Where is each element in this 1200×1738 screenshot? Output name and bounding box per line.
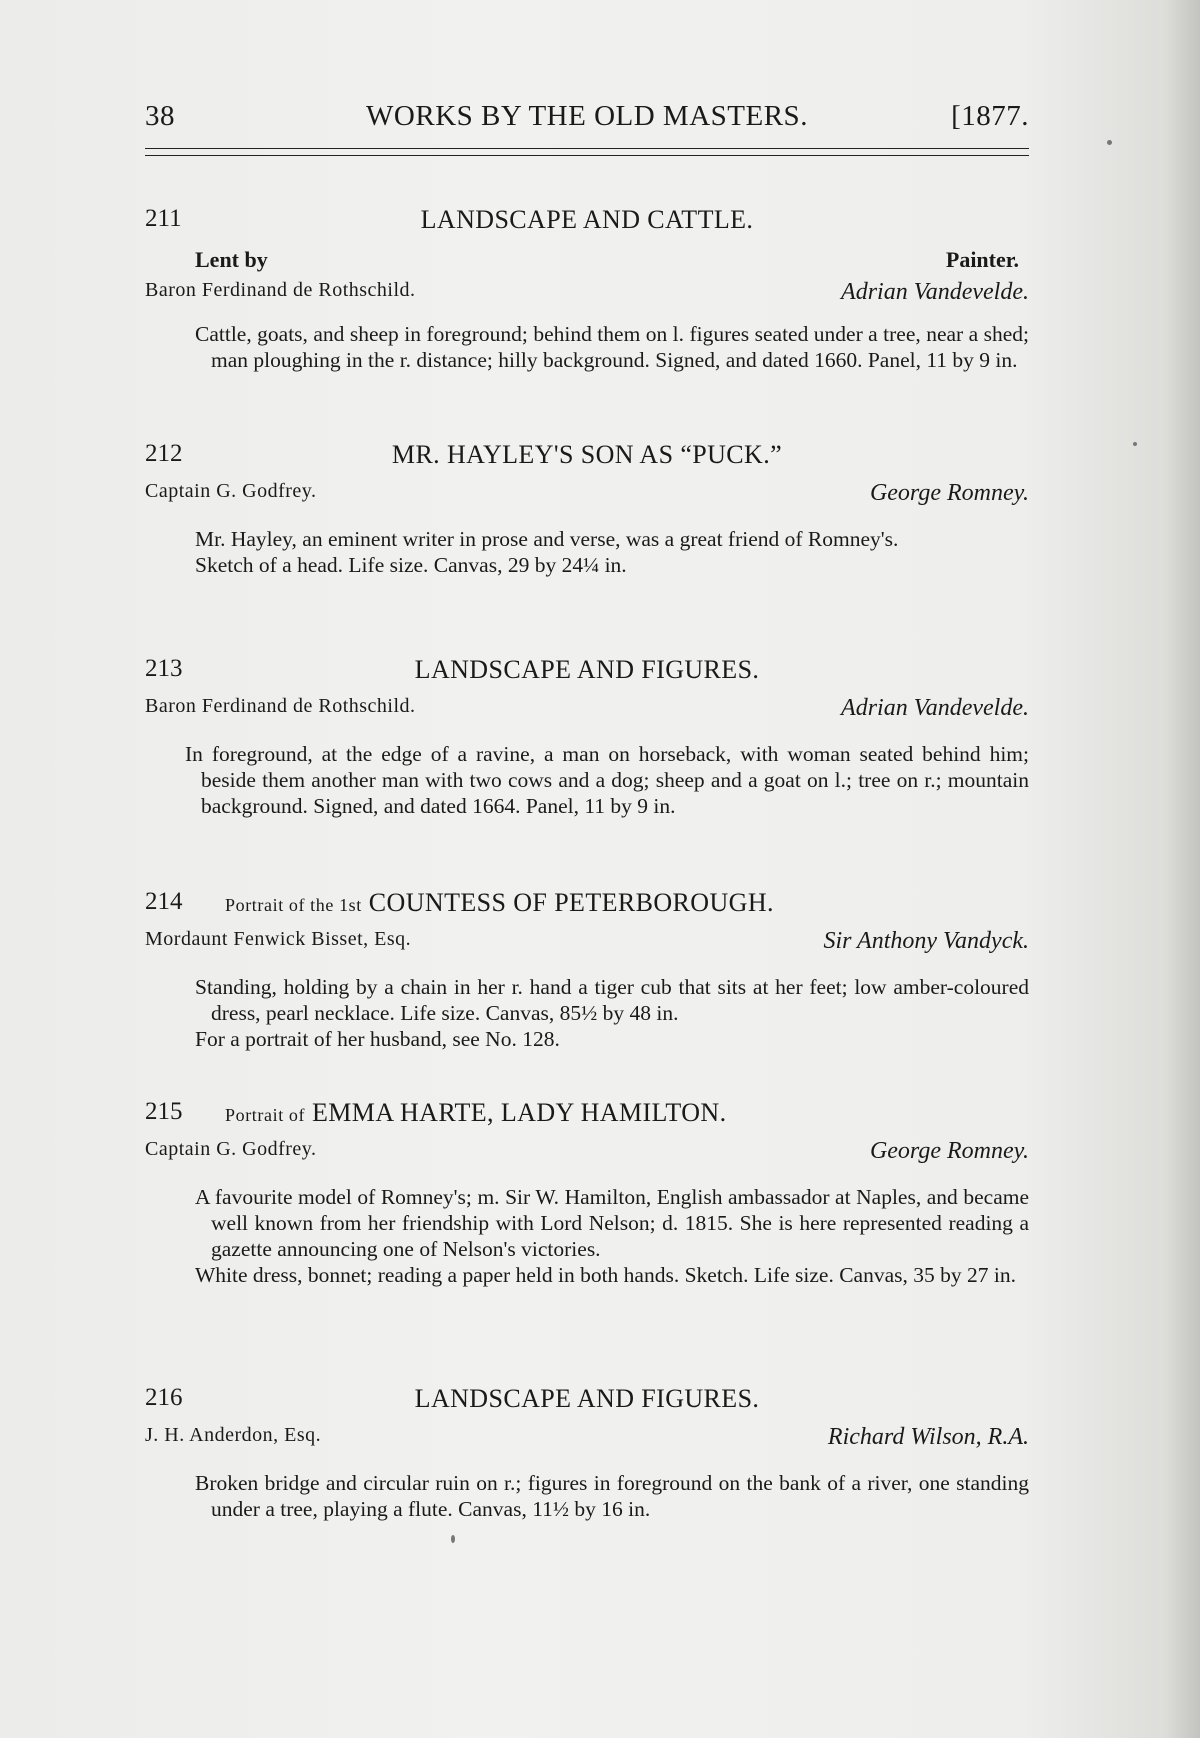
title-main: COUNTESS OF PETERBOROUGH. — [368, 888, 774, 917]
lender-name: Mordaunt Fenwick Bisset, Esq. — [145, 928, 412, 950]
column-labels — [145, 247, 1029, 277]
entry-number: 211 — [145, 205, 182, 232]
painter-name: Adrian Vandevelde. — [841, 279, 1029, 305]
description-paragraph: Sketch of a head. Life size. Canvas, 29 by 24¼ in. — [195, 553, 627, 577]
painter-name: George Romney. — [869, 480, 1029, 506]
catalogue-entry-216 — [145, 1384, 1029, 1522]
description-paragraph: Mr. Hayley, an eminent writer in prose and verse, was a great friend of Romney's. — [195, 527, 899, 551]
header-rule-bottom — [145, 155, 1029, 156]
attribution-row — [145, 928, 1029, 962]
entry-description — [145, 1184, 1029, 1288]
painter-name: Sir Anthony Vandyck. — [823, 928, 1029, 954]
lender-name: Baron Ferdinand de Rothschild. — [145, 279, 416, 301]
entry-heading — [145, 205, 1029, 243]
attribution-row — [145, 480, 1029, 514]
catalogue-entry-213 — [145, 655, 1029, 819]
lent-by-label: Lent by — [195, 247, 268, 272]
attribution-row — [145, 695, 1029, 729]
running-title: WORKS BY THE OLD MASTERS. — [366, 100, 808, 132]
catalogue-entry-212 — [145, 440, 1029, 578]
entry-description — [145, 526, 1029, 578]
page-number: 38 — [145, 100, 175, 132]
entry-number: 216 — [145, 1384, 183, 1411]
painter-name: Adrian Vandevelde. — [841, 695, 1029, 721]
page-gutter-shadow — [1164, 0, 1200, 1738]
painter-name: Richard Wilson, R.A. — [827, 1424, 1029, 1450]
description-paragraph: Standing, holding by a chain in her r. hand a tiger cub that sits at her feet; low amber-coloured dress, pearl necklace. Life size. Canvas, 85½ by 48 in. — [195, 975, 1029, 1025]
lender-name: Captain G. Godfrey. — [145, 1138, 317, 1160]
entry-title: LANDSCAPE AND FIGURES. — [414, 1384, 760, 1413]
paper-speck — [1133, 442, 1137, 446]
entry-description — [145, 974, 1029, 1052]
entry-heading — [145, 440, 1029, 478]
description-paragraph: In foreground, at the edge of a ravine, a man on horseback, with woman seated behind him; beside them another man with two cows and a dog; sheep and a goat on l.; tree on r.; mountain background. Signed, and dated 1664. Panel, 11 by 9 in. — [185, 742, 1029, 818]
description-paragraph: A favourite model of Romney's; m. Sir W. Hamilton, English ambassador at Naples, and became well known from her friendship with Lord Nelson; d. 1815. She is here represented reading a gazette announcing one of Nelson's victories. — [195, 1185, 1029, 1261]
catalogue-entry-214 — [145, 888, 1029, 1052]
lender-name: Captain G. Godfrey. — [145, 480, 317, 502]
entry-title — [225, 888, 774, 918]
entry-title: LANDSCAPE AND CATTLE. — [420, 205, 754, 234]
catalogue-entry-215 — [145, 1098, 1029, 1288]
paper-speck — [1107, 140, 1112, 145]
title-prefix: Portrait of — [225, 1105, 306, 1125]
title-main: EMMA HARTE, LADY HAMILTON. — [312, 1098, 727, 1127]
paper-speck — [451, 1535, 455, 1543]
painter-label: Painter. — [945, 247, 1019, 272]
lender-name: Baron Ferdinand de Rothschild. — [145, 695, 416, 717]
entry-number: 215 — [145, 1098, 183, 1125]
entry-title: MR. HAYLEY'S SON AS “PUCK.” — [391, 440, 783, 469]
entry-description — [145, 321, 1029, 373]
entry-description — [145, 1470, 1029, 1522]
entry-number: 213 — [145, 655, 183, 682]
description-paragraph: For a portrait of her husband, see No. 128. — [195, 1027, 560, 1051]
entry-heading — [145, 1098, 1029, 1136]
entry-heading — [145, 655, 1029, 693]
entry-heading — [145, 1384, 1029, 1422]
header-rule-top — [145, 148, 1029, 149]
running-header — [145, 100, 1029, 140]
title-prefix: Portrait of the 1st — [225, 895, 362, 915]
description-paragraph: Broken bridge and circular ruin on r.; figures in foreground on the bank of a river, one standing under a tree, playing a flute. Canvas, 11½ by 16 in. — [195, 1471, 1029, 1521]
attribution-row — [145, 279, 1029, 313]
catalogue-entry-211 — [145, 205, 1029, 373]
header-year: [1877. — [951, 100, 1029, 132]
attribution-row — [145, 1424, 1029, 1458]
entry-heading — [145, 888, 1029, 926]
lender-name: J. H. Anderdon, Esq. — [145, 1424, 322, 1446]
entry-number: 214 — [145, 888, 183, 915]
entry-title: LANDSCAPE AND FIGURES. — [414, 655, 760, 684]
entry-description — [145, 741, 1029, 819]
entry-number: 212 — [145, 440, 183, 467]
entry-title — [225, 1098, 727, 1128]
painter-name: George Romney. — [869, 1138, 1029, 1164]
description-paragraph: Cattle, goats, and sheep in foreground; behind them on l. figures seated under a tree, near a shed; man ploughing in the r. distance; hilly background. Signed, and dated 1660. Panel, 11 by 9 in. — [195, 322, 1029, 372]
attribution-row — [145, 1138, 1029, 1172]
description-paragraph: White dress, bonnet; reading a paper held in both hands. Sketch. Life size. Canvas, 35 by 27 in. — [195, 1263, 1016, 1287]
